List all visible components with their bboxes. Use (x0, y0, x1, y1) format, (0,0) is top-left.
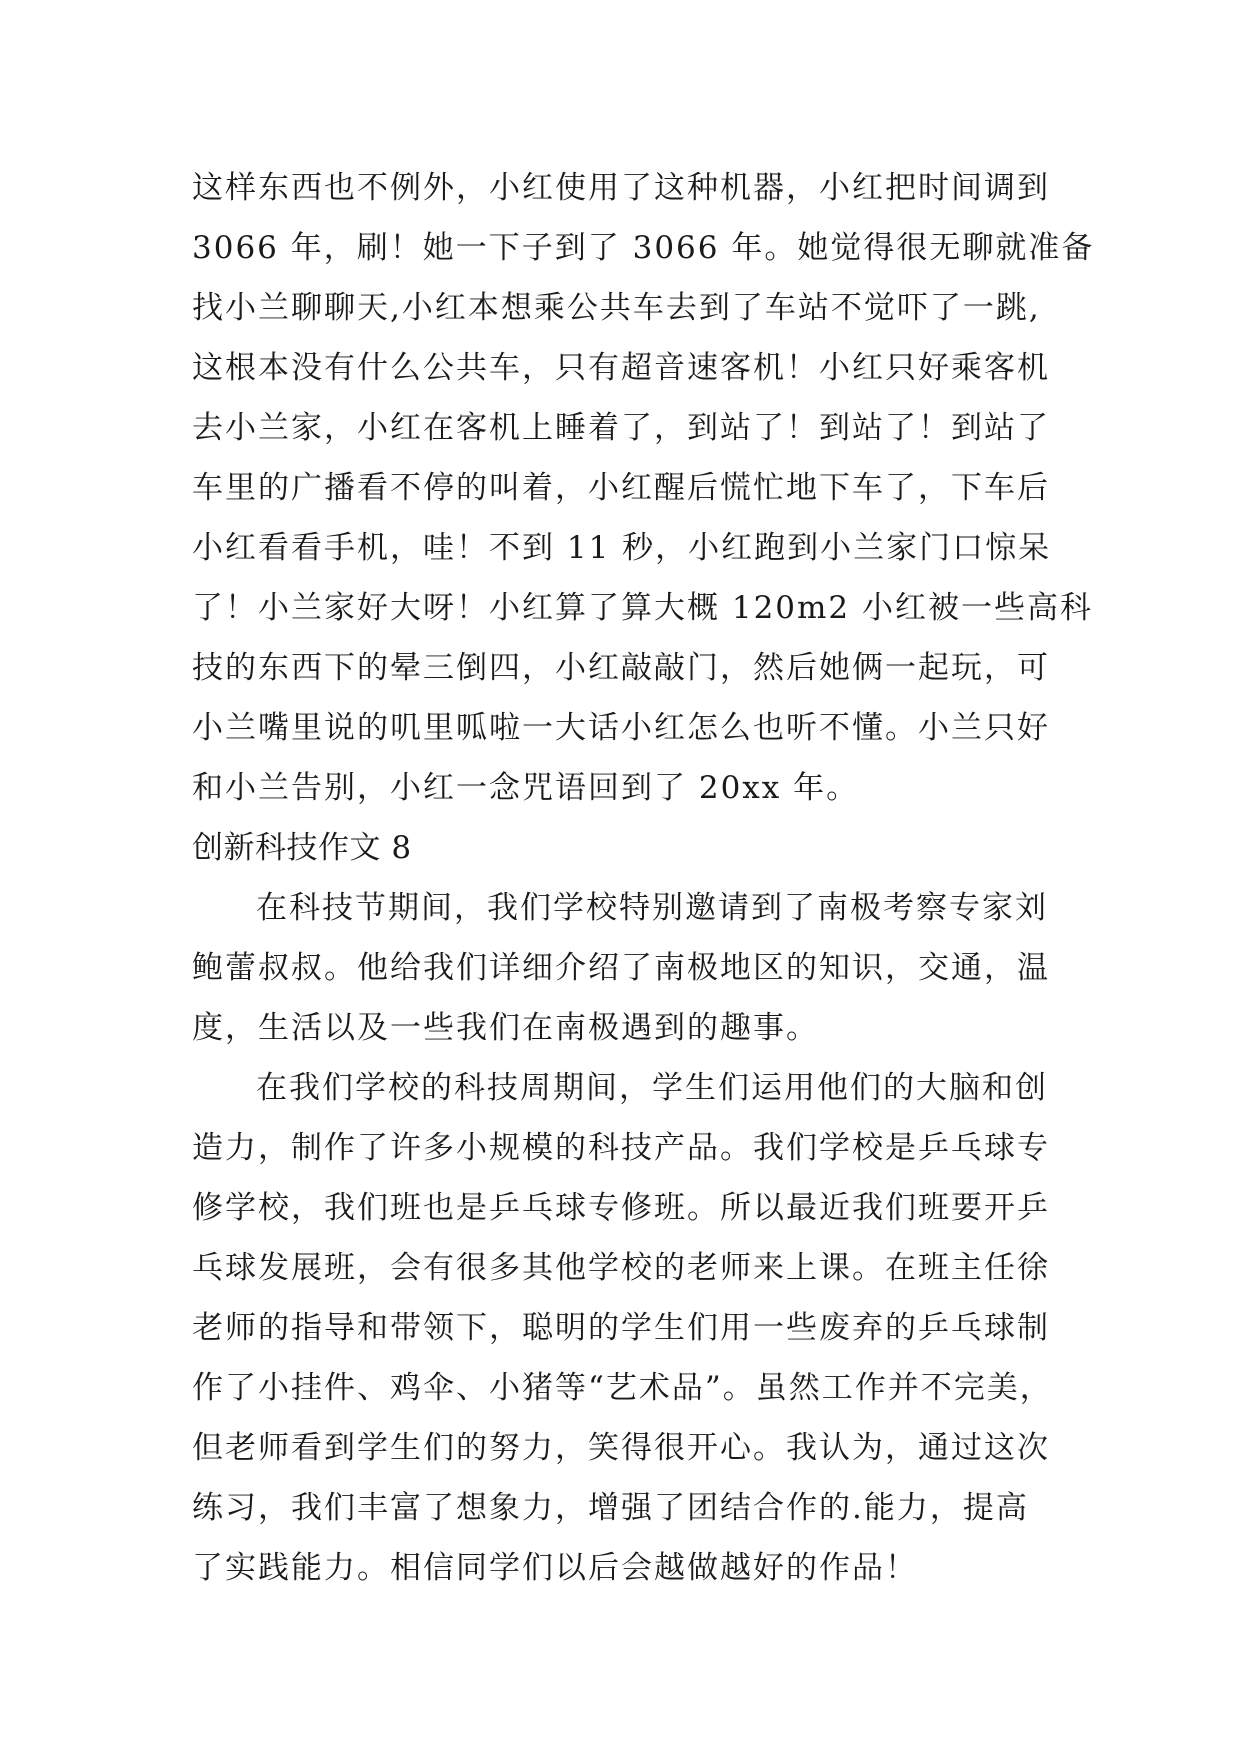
text-line: 造力，制作了许多小规模的科技产品。我们学校是乒乓球专 (192, 1130, 1050, 1166)
story-paragraph (192, 158, 1095, 818)
text-line: 这样东西也不例外，小红使用了这种机器，小红把时间调到 (192, 170, 1050, 206)
text-line: 在我们学校的科技周期间，学生们运用他们的大脑和创 (256, 1070, 1048, 1106)
text-line: 作了小挂件、鸡伞、小猪等“艺术品”。虽然工作并不完美， (192, 1370, 1053, 1406)
text-line: 车里的广播看不停的叫着，小红醒后慌忙地下车了，下车后 (192, 470, 1050, 506)
text-line: 乓球发展班，会有很多其他学校的老师来上课。在班主任徐 (192, 1250, 1050, 1286)
text-line: 老师的指导和带领下，聪明的学生们用一些废弃的乒乓球制 (192, 1310, 1050, 1346)
text-line: 小兰嘴里说的叽里呱啦一大话小红怎么也听不懂。小兰只好 (192, 710, 1050, 746)
text-line: 这根本没有什么公共车，只有超音速客机！小红只好乘客机 (192, 350, 1050, 386)
text-line: 鲍蕾叔叔。他给我们详细介绍了南极地区的知识，交通，温 (192, 950, 1050, 986)
text-line: 找小兰聊聊天,小红本想乘公共车去到了车站不觉吓了一跳, (192, 290, 1041, 326)
text-line: 但老师看到学生们的努力，笑得很开心。我认为，通过这次 (192, 1430, 1050, 1466)
text-line: 度，生活以及一些我们在南极遇到的趣事。 (192, 1010, 819, 1046)
text-line: 小红看看手机，哇！不到 11 秒，小红跑到小兰家门口惊呆 (192, 530, 1052, 566)
text-line: 练习，我们丰富了想象力，增强了团结合作的.能力，提高 (192, 1490, 1029, 1526)
text-line: 了！小兰家好大呀！小红算了算大概 120m2 小红被一些高科 (192, 590, 1093, 626)
text-line: 去小兰家，小红在客机上睡着了，到站了！到站了！到站了 (192, 410, 1050, 446)
text-line: 修学校，我们班也是乒乓球专修班。所以最近我们班要开乒 (192, 1190, 1050, 1226)
text-line: 在科技节期间，我们学校特别邀请到了南极考察专家刘 (256, 890, 1048, 926)
paragraph-antarctic-expert (192, 878, 1062, 1058)
document-body (192, 158, 1095, 1598)
section-title: 创新科技作文 8 (192, 830, 412, 866)
text-line: 3066 年，刷！她一下子到了 3066 年。她觉得很无聊就准备 (192, 230, 1095, 266)
text-line: 技的东西下的晕三倒四，小红敲敲门，然后她俩一起玩，可 (192, 650, 1050, 686)
text-line: 和小兰告别，小红一念咒语回到了 20xx 年。 (192, 770, 860, 806)
paragraph-tech-week (192, 1058, 1062, 1598)
text-line: 了实践能力。相信同学们以后会越做越好的作品！ (192, 1550, 918, 1586)
